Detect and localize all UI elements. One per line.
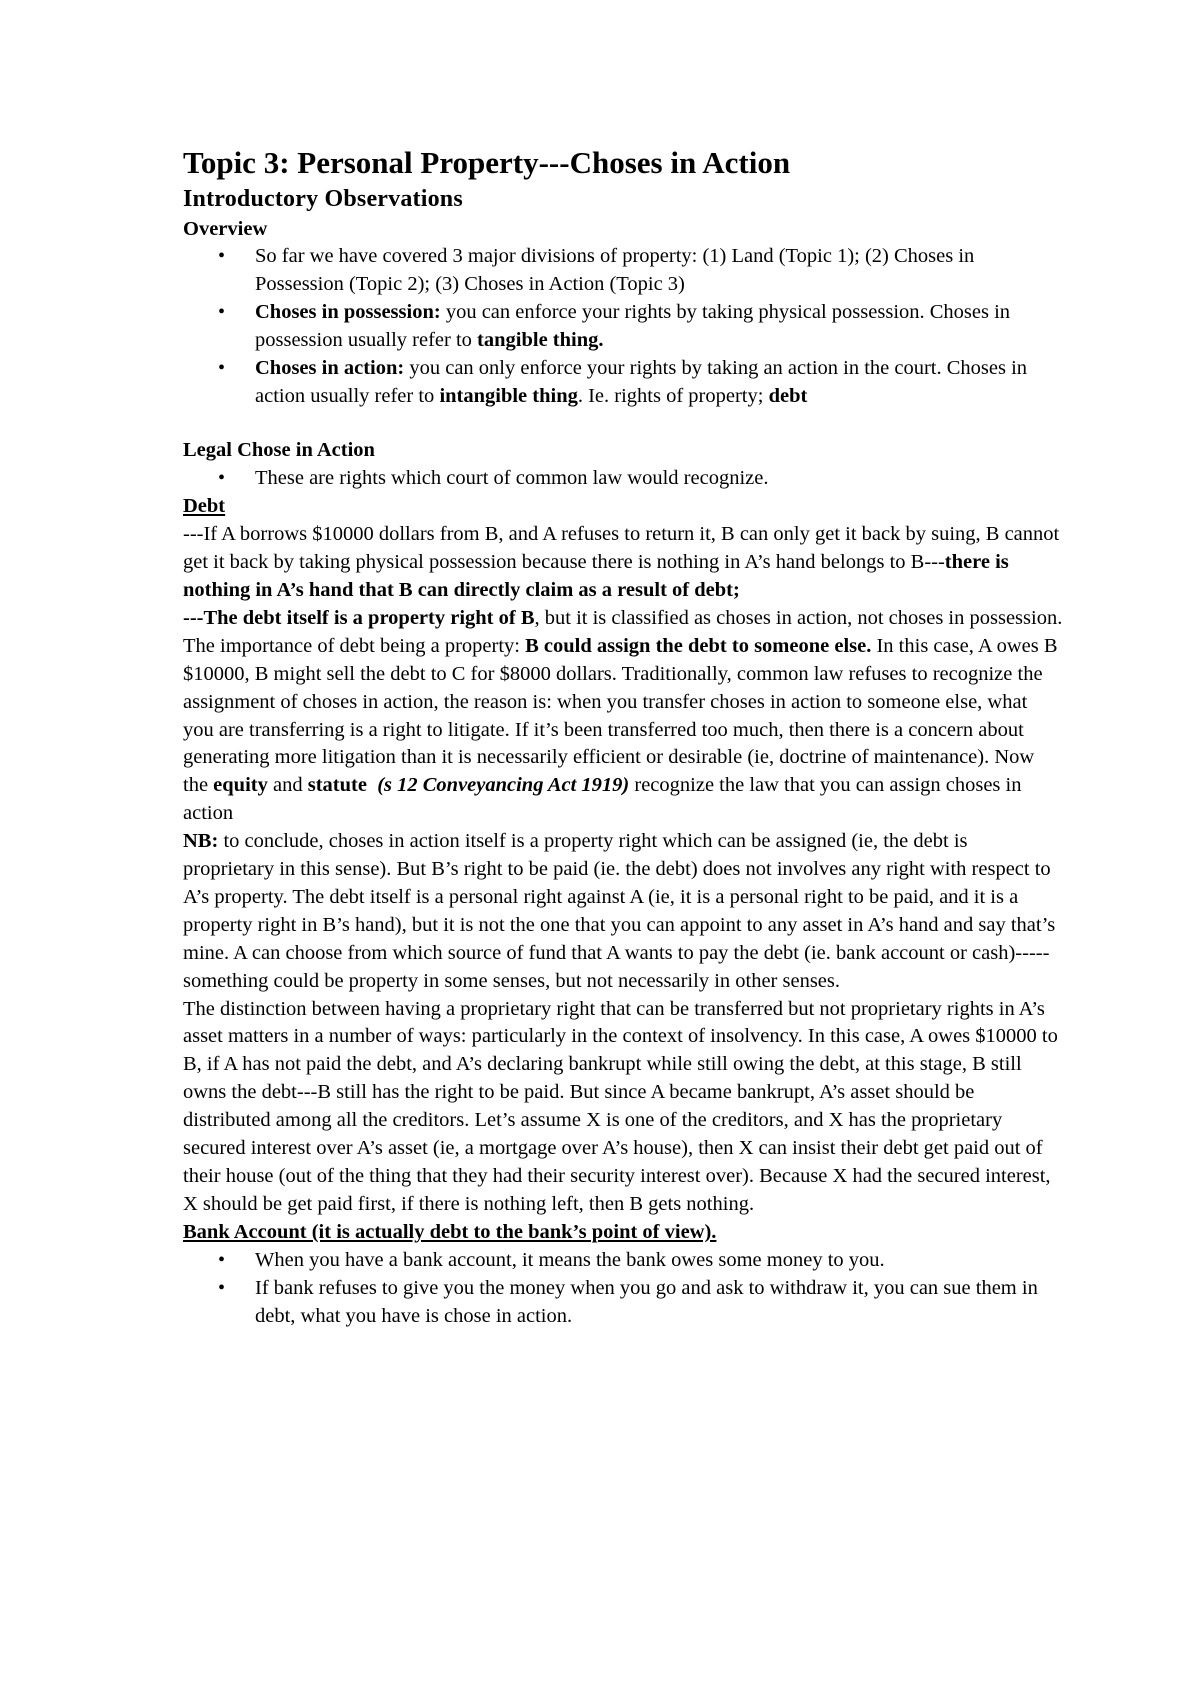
list-item: • If bank refuses to give you the money when you go and ask to withdraw it, you can sue them in debt, what you have is chose in action. — [218, 1276, 1038, 1327]
list-item: • When you have a bank account, it means the bank owes some money to you. — [183, 1247, 1063, 1275]
overview-list — [183, 243, 1063, 410]
spacer — [183, 410, 1063, 437]
legal-list — [183, 465, 1063, 493]
debt-paragraph-1: ---If A borrows $10000 dollars from B, and A refuses to return it, B can only get it back by suing, B cannot get it back by taking physical possession because there is nothing in A’s hand belongs to B---there is nothing in A’s hand that B can directly claim as a result of debt; — [183, 523, 1060, 601]
bullet-icon: • — [218, 356, 226, 379]
bullet-icon: • — [218, 1276, 226, 1299]
document-body — [183, 143, 1063, 1330]
bullet-icon: • — [218, 245, 226, 267]
distinction-paragraph: The distinction between having a proprietary right that can be transferred but not proprietary rights in A’s asset matters in a number of ways: particularly in the context of insolvency. In this case, A owes $10000 to B, if A has not paid the debt, and A’s declaring bankrupt while still owing the debt, at this stage, B still owns the debt---B still has the right to be paid. But since A became bankrupt, A’s asset should be distributed among all the creditors. Let’s assume X is one of the creditors, and X has the proprietary secured interest over A’s asset (ie, a mortgage over A’s house), then X can insist their debt get paid out of their house (out of the thing that they had their security interest over). Because X had the secured interest, X should be get paid first, if there is nothing left, then B gets nothing. — [183, 997, 1058, 1215]
debt-paragraph-2: ---The debt itself is a property right of B, but it is classified as choses in action, not choses in possession. The importance of debt being a property: B could assign the debt to someone else. In this case, A owes B $10000, B might sell the debt to C for $8000 dollars. Traditionally, common law refuses to recognize the assignment of choses in action, the reason is: when you transfer choses in action to someone else, what you are transferring is a right to litigate. If it’s been transferred too much, then there is a concern about generating more litigation than it is necessarily efficient or desirable (ie, doctrine of maintenance). Now the equity and statute (s 12 Conveyancing Act 1919) recognize the law that you can assign choses in action — [183, 606, 1063, 825]
bank-list — [183, 1247, 1063, 1331]
bullet-icon: • — [218, 300, 226, 323]
nb-paragraph: NB: to conclude, choses in action itself is a property right which can be assigned (ie, the debt is proprietary in this sense). But B’s right to be paid (ie. the debt) does not involves any right with respect to A’s property. The debt itself is a personal right against A (ie, it is a personal right to be paid, and it is a property right in B’s hand), but it is not the one that you can appoint to any asset in A’s hand and say that’s mine. A can choose from which source of fund that A wants to pay the debt (ie. bank account or cash)-----something could be property in some senses, but not necessarily in other senses. — [183, 830, 1056, 992]
list-item: • So far we have covered 3 major divisions of property: (1) Land (Topic 1); (2) Choses in Possession (Topic 2); (3) Choses in Action (Topic 3) — [218, 245, 975, 295]
subheading-overview: Overview — [183, 218, 268, 240]
section-heading-introductory: Introductory Observations — [183, 186, 463, 212]
bullet-icon: • — [218, 1248, 226, 1271]
list-item: • Choses in action: you can only enforce your rights by taking an action in the court. Choses in action usually refer to intangible thing. Ie. rights of property; debt — [218, 356, 1028, 407]
subheading-bank-account: Bank Account (it is actually debt to the bank’s point of view). — [183, 1220, 717, 1243]
subheading-legal-chose: Legal Chose in Action — [183, 439, 375, 462]
subheading-debt: Debt — [183, 495, 226, 518]
bullet-icon: • — [218, 467, 226, 490]
page-title: Topic 3: Personal Property---Choses in Action — [183, 145, 791, 180]
list-item: • These are rights which court of common law would recognize. — [183, 465, 1063, 493]
list-item: • Choses in possession: you can enforce your rights by taking physical possession. Choses in possession usually refer to tangible thing. — [218, 300, 1011, 351]
